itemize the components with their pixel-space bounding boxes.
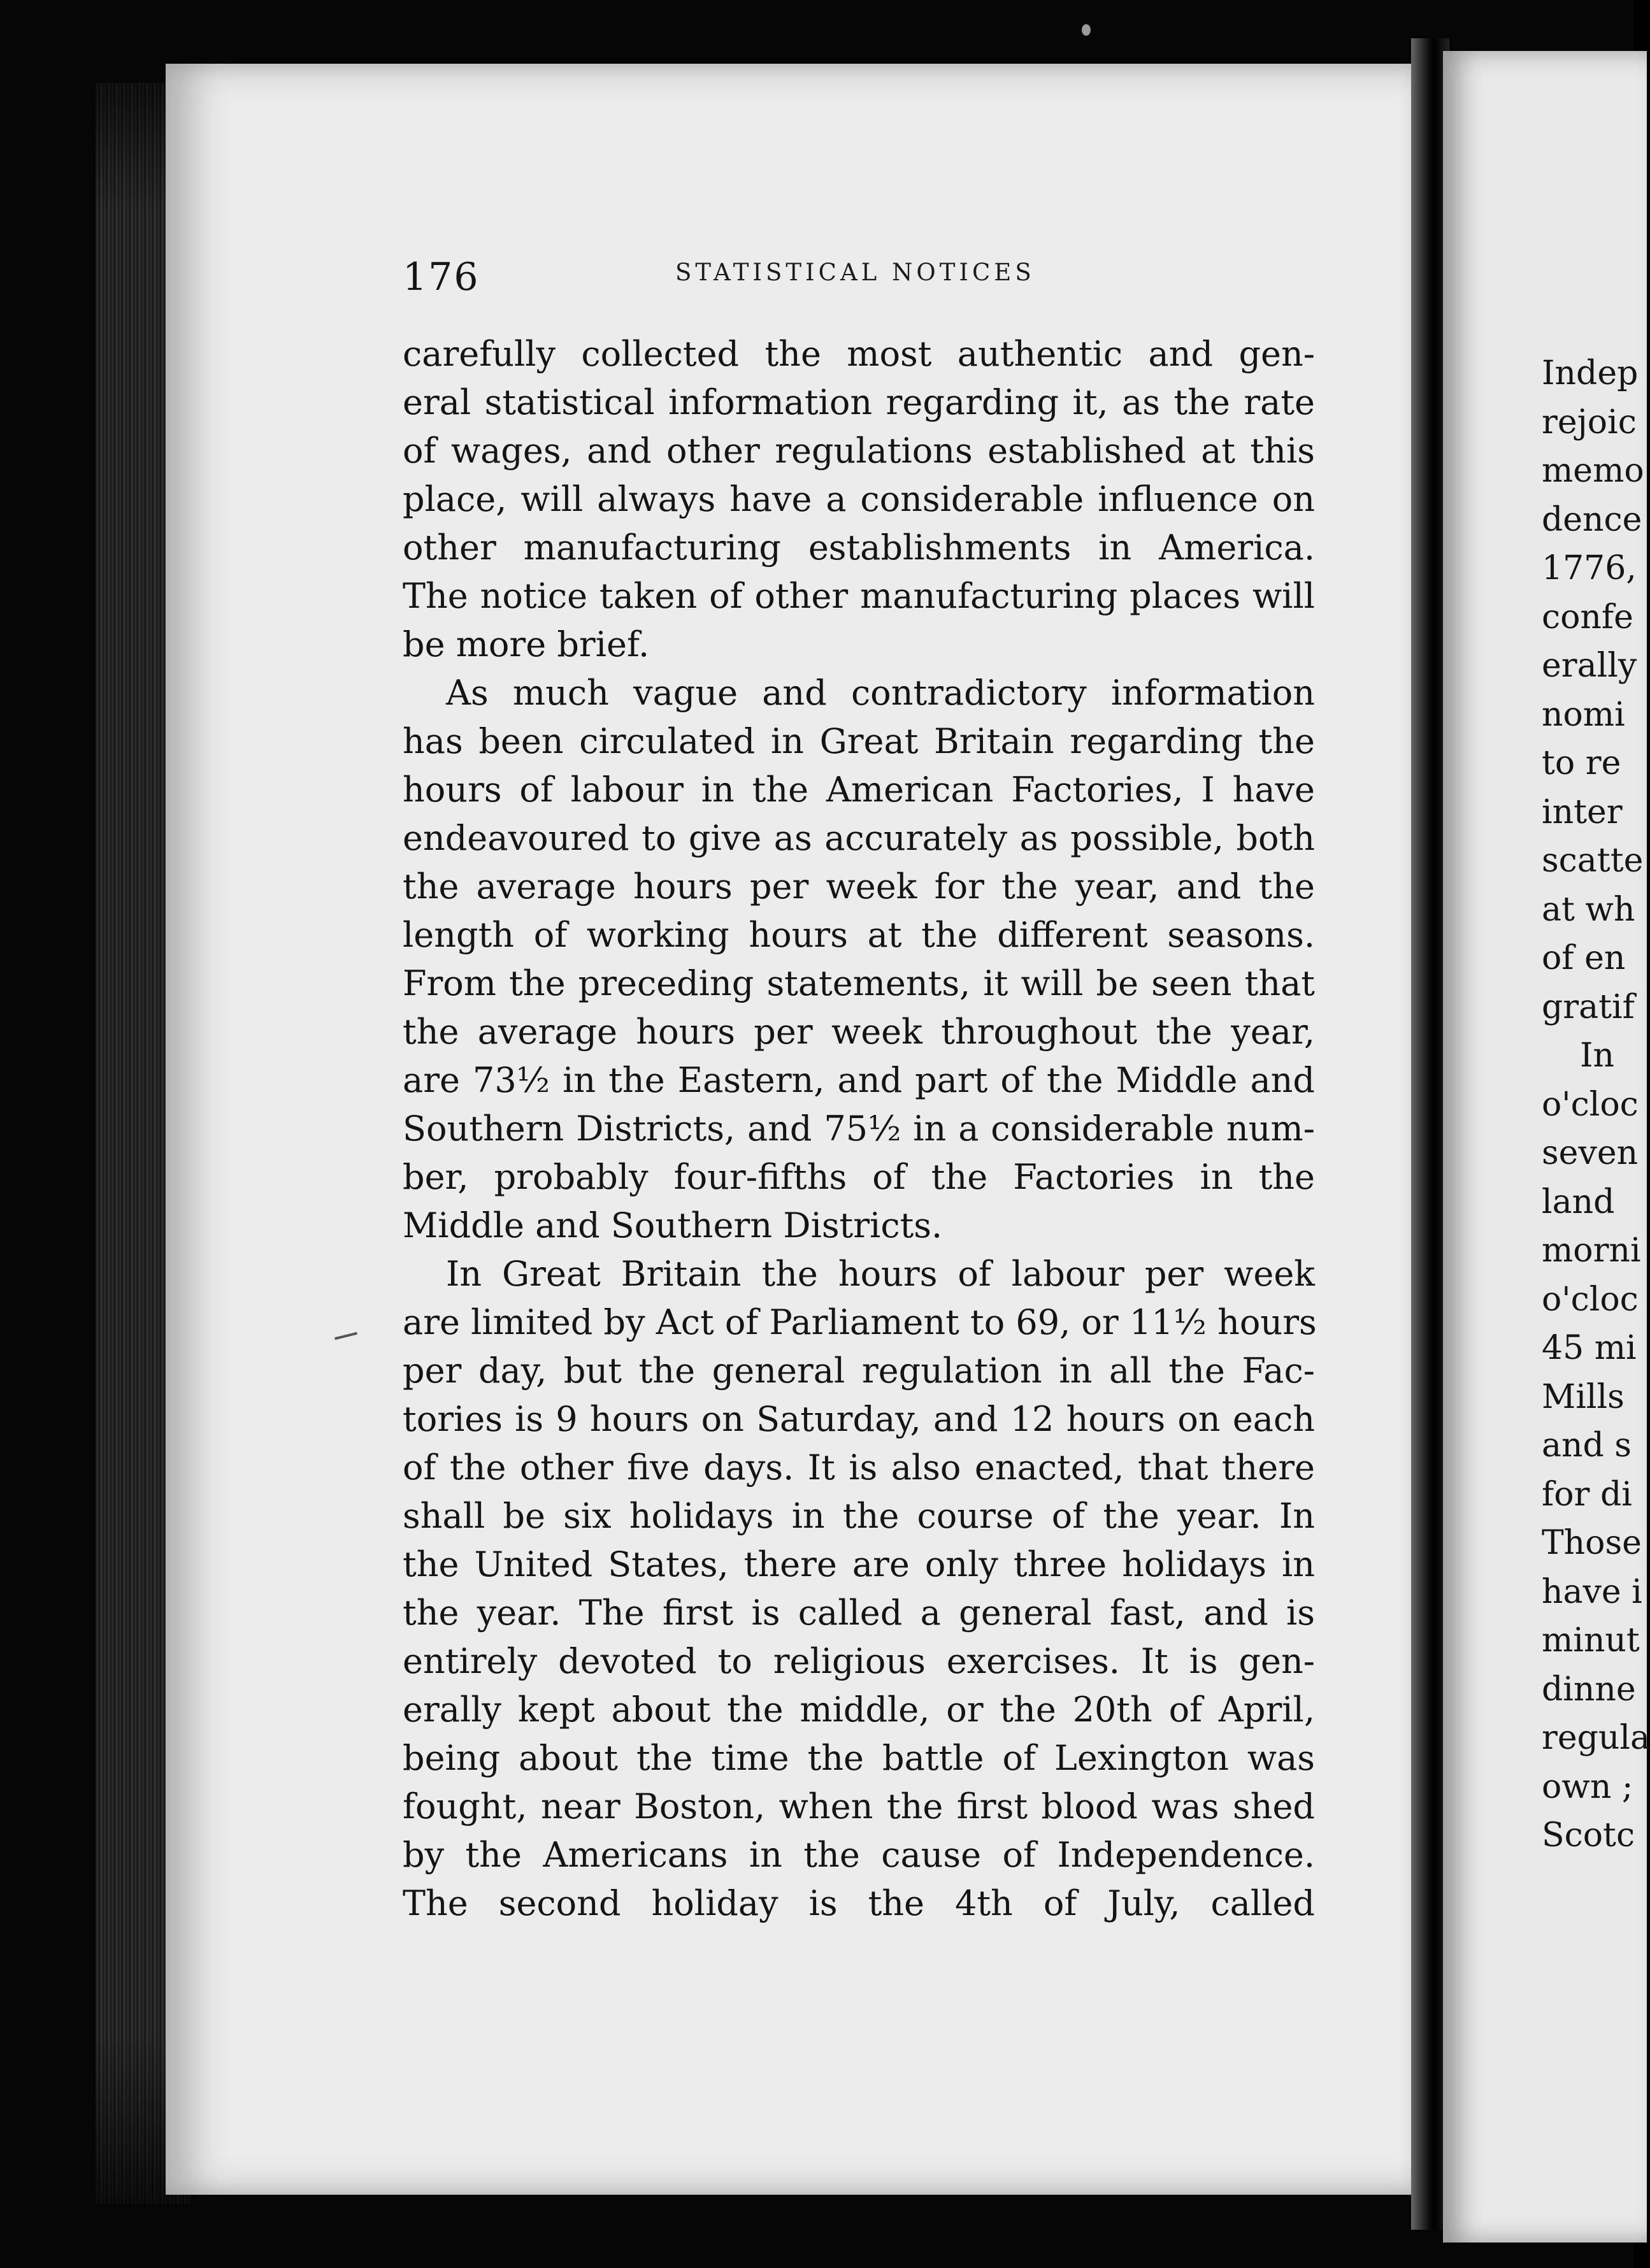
text-line: per day, but the general regulation in all the Fac- xyxy=(403,1351,1315,1391)
text-line: tories is 9 hours on Saturday, and 12 hours on each xyxy=(403,1399,1315,1439)
fragment-line: rejoic xyxy=(1542,403,1637,441)
text-line: From the preceding statements, it will be seen that xyxy=(403,963,1315,1003)
text-line: the United States, there are only three holidays in xyxy=(403,1544,1315,1584)
fragment-line: for di xyxy=(1542,1475,1632,1514)
fragment-line: morni xyxy=(1542,1231,1641,1270)
text-line: by the Americans in the cause of Independence. xyxy=(403,1835,1315,1875)
text-line: place, will always have a considerable influence on xyxy=(403,479,1315,519)
text-line: are limited by Act of Parliament to 69, or 11½ hours xyxy=(403,1302,1317,1342)
fragment-line: Scotc xyxy=(1542,1816,1635,1855)
fragment-line: minut xyxy=(1542,1621,1640,1660)
fragment-line: inter xyxy=(1542,793,1623,831)
fragment-line: In xyxy=(1580,1037,1615,1075)
fragment-line: and s xyxy=(1542,1426,1632,1465)
text-line: In Great Britain the hours of labour per week xyxy=(446,1254,1315,1294)
text-line: the average hours per week throughout the year, xyxy=(403,1012,1315,1052)
text-line: the average hours per week for the year, and the xyxy=(403,866,1315,907)
fragment-line: regula xyxy=(1542,1719,1650,1757)
fragment-line: dence xyxy=(1542,500,1642,539)
text-line: ber, probably four-fifths of the Factories in the xyxy=(403,1157,1315,1197)
running-head: STATISTICAL NOTICES xyxy=(675,259,1035,286)
text-line: Middle and Southern Districts. xyxy=(403,1205,943,1245)
page-number: 176 xyxy=(403,255,480,299)
fragment-line: to re xyxy=(1542,744,1621,782)
text-line: other manufacturing establishments in America. xyxy=(403,528,1315,568)
fragment-line: 1776, xyxy=(1542,549,1637,587)
fragment-line: erally xyxy=(1542,647,1637,685)
fragment-line: Those xyxy=(1542,1524,1642,1562)
fragment-line: own ; xyxy=(1542,1767,1633,1806)
text-line: As much vague and contradictory information xyxy=(446,673,1315,713)
text-line: erally kept about the middle, or the 20th of April, xyxy=(403,1690,1315,1730)
text-line: entirely devoted to religious exercises. It is gen- xyxy=(403,1641,1315,1681)
text-line: of the other five days. It is also enacted, that there xyxy=(403,1447,1315,1488)
fragment-line: confe xyxy=(1542,598,1633,636)
text-line: fought, near Boston, when the first blood was shed xyxy=(403,1786,1315,1827)
text-line: carefully collected the most authentic and gen- xyxy=(403,334,1315,374)
fragment-line: dinne xyxy=(1542,1670,1636,1709)
fragment-line: have i xyxy=(1542,1572,1642,1611)
fragment-line: scatte xyxy=(1542,842,1644,880)
text-line: eral statistical information regarding it, as the rate xyxy=(403,382,1315,422)
text-line: are 73½ in the Eastern, and part of the Middle and xyxy=(403,1060,1315,1100)
fragment-line: o'cloc xyxy=(1542,1085,1639,1124)
text-line: endeavoured to give as accurately as possible, both xyxy=(403,818,1315,858)
fragment-line: o'cloc xyxy=(1542,1280,1639,1319)
text-line: the year. The first is called a general fast, and is xyxy=(403,1593,1315,1633)
fragment-line: seven xyxy=(1542,1134,1639,1172)
body-text xyxy=(403,330,1315,1928)
fragment-line: nomi xyxy=(1542,695,1625,734)
text-line: hours of labour in the American Factories, I have xyxy=(403,770,1315,810)
text-line: length of working hours at the different seasons. xyxy=(403,915,1315,955)
scan-speck xyxy=(1082,24,1091,36)
fragment-line: Indep xyxy=(1542,354,1639,392)
text-line: The second holiday is the 4th of July, called xyxy=(403,1883,1315,1923)
fragment-line: gratif xyxy=(1542,987,1635,1026)
text-line: of wages, and other regulations established at this xyxy=(403,431,1315,471)
fragment-line: of en xyxy=(1542,939,1626,977)
fragment-line: at wh xyxy=(1542,890,1635,929)
text-line: being about the time the battle of Lexington was xyxy=(403,1738,1315,1778)
fragment-line: Mills xyxy=(1542,1377,1625,1416)
fragment-line: memo xyxy=(1542,452,1644,490)
fragment-line: land xyxy=(1542,1182,1615,1221)
text-line: The notice taken of other manufacturing places will xyxy=(403,576,1315,616)
right-page-text xyxy=(1542,349,1650,1860)
text-line: has been circulated in Great Britain regarding the xyxy=(403,721,1315,761)
text-line: be more brief. xyxy=(403,624,650,664)
fragment-line: 45 mi xyxy=(1542,1329,1637,1367)
text-line: Southern Districts, and 75½ in a considerable num- xyxy=(403,1109,1315,1149)
text-line: shall be six holidays in the course of the year. In xyxy=(403,1496,1315,1536)
